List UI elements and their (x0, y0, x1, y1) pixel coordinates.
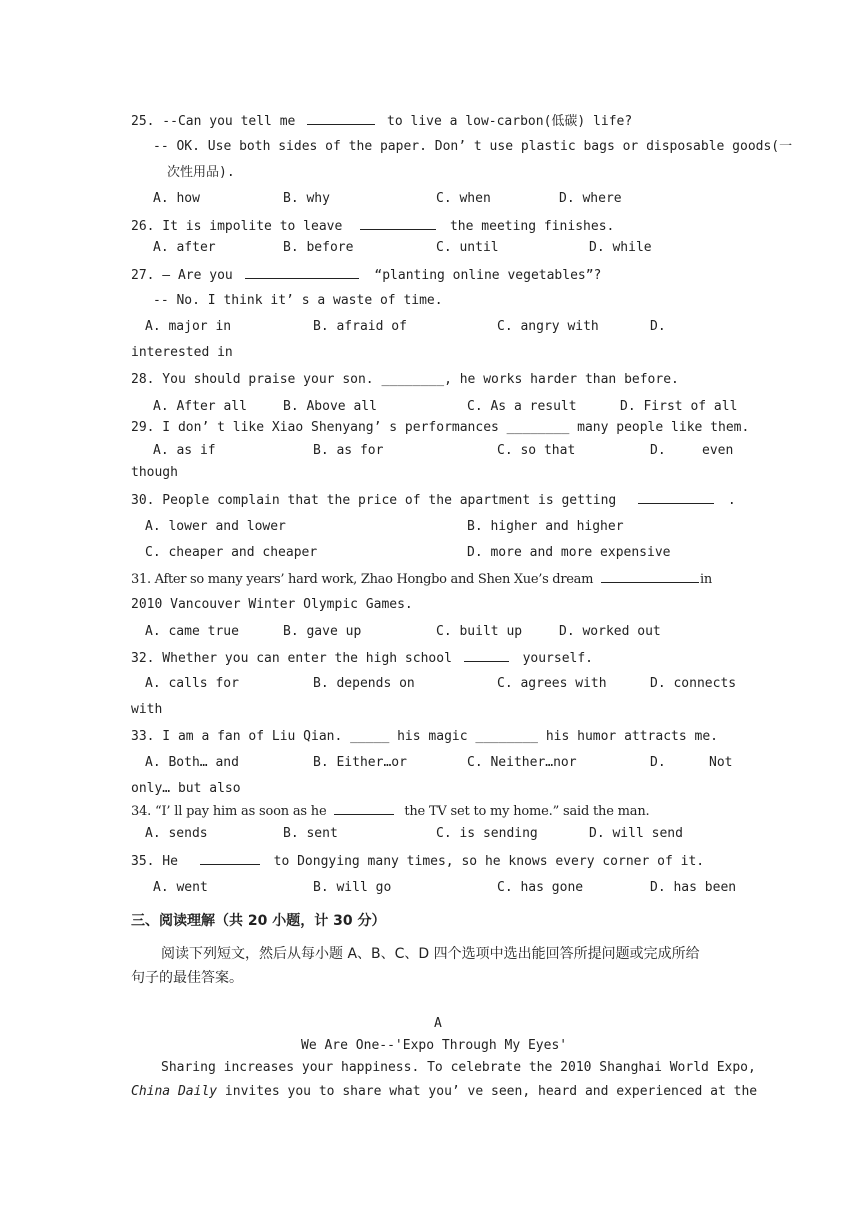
question-32-stem (131, 649, 593, 668)
option-b[interactable]: B. afraid of (313, 319, 407, 334)
option-a[interactable]: A. Both… and (145, 755, 239, 770)
option-d[interactable]: D. (650, 319, 666, 334)
passage-line-1: Sharing increases your happiness. To celebrate the 2010 Shanghai World Expo, (161, 1060, 756, 1075)
option-d-text[interactable]: Not (709, 755, 733, 770)
option-d[interactable]: D. while (589, 240, 652, 255)
option-d-text[interactable]: even (702, 443, 734, 458)
option-c[interactable]: C. when (436, 191, 491, 206)
option-b[interactable]: B. sent (283, 826, 338, 841)
option-d[interactable]: D. more and more expensive (467, 545, 671, 560)
q25-answer-line-1: -- OK. Use both sides of the paper. Don’ t use plastic bags or disposable goods(一 (153, 139, 793, 154)
section-heading: 三、阅读理解（共 20 小题，计 30 分） (131, 913, 386, 929)
question-25-stem (131, 112, 632, 131)
q25-post: to live a low-carbon(低碳) life? (387, 114, 633, 129)
q30-pre: 30. People complain that the price of the apartment is getting (131, 493, 617, 508)
option-a[interactable]: A. calls for (145, 676, 239, 691)
option-a[interactable]: A. lower and lower (145, 519, 286, 534)
q27-pre: 27. – Are you (131, 268, 233, 283)
option-c[interactable]: C. so that (497, 443, 576, 458)
question-27-stem (131, 266, 601, 285)
option-c[interactable]: C. agrees with (497, 676, 607, 691)
question-34-stem (131, 802, 649, 821)
option-b[interactable]: B. gave up (283, 624, 362, 639)
option-b[interactable]: B. Either…or (313, 755, 407, 770)
answer-blank[interactable] (638, 491, 714, 504)
question-29-stem: 29. I don’ t like Xiao Shenyang’ s performances ________ many people like them. (131, 420, 750, 435)
option-a[interactable]: A. as if (153, 443, 216, 458)
option-a[interactable]: A. after (153, 240, 216, 255)
q32-pre: 32. Whether you can enter the high school (131, 651, 452, 666)
question-26-stem (131, 217, 614, 236)
q26-post: the meeting finishes. (449, 219, 615, 234)
option-b[interactable]: B. higher and higher (467, 519, 624, 534)
option-b[interactable]: B. will go (313, 880, 392, 895)
answer-blank[interactable] (307, 112, 375, 125)
q34-pre: 34. “I’ ll pay him as soon as he (131, 804, 327, 819)
passage-line-2-rest: invites you to share what you’ ve seen, heard and experienced at the (217, 1084, 758, 1099)
option-b[interactable]: B. depends on (313, 676, 415, 691)
option-b[interactable]: B. before (283, 240, 354, 255)
passage-letter: A (434, 1016, 442, 1031)
answer-blank[interactable] (360, 217, 436, 230)
question-33-stem: 33. I am a fan of Liu Qian. _____ his magic ________ his humor attracts me. (131, 729, 718, 744)
option-a[interactable]: A. how (153, 191, 200, 206)
q31-post: in (699, 572, 712, 587)
option-d-wrap[interactable]: only… but also (131, 781, 241, 796)
question-35-stem (131, 852, 704, 871)
q26-pre: 26. It is impolite to leave (131, 219, 343, 234)
answer-blank[interactable] (245, 266, 359, 279)
option-d[interactable]: D. will send (589, 826, 683, 841)
answer-blank[interactable] (200, 852, 260, 865)
option-a[interactable]: A. went (153, 880, 208, 895)
q30-post: . (727, 493, 736, 508)
option-d[interactable]: D. has been (650, 880, 737, 895)
question-30-stem (131, 491, 736, 510)
q35-post: to Dongying many times, so he knows every corner of it. (273, 854, 705, 869)
q35-pre: 35. He (131, 854, 178, 869)
option-c[interactable]: C. built up (436, 624, 523, 639)
q31-line-2: 2010 Vancouver Winter Olympic Games. (131, 597, 413, 612)
option-a[interactable]: A. came true (145, 624, 239, 639)
option-b[interactable]: B. as for (313, 443, 384, 458)
answer-blank[interactable] (601, 570, 699, 583)
q25-pre: 25. --Can you tell me (131, 114, 296, 129)
question-28-stem: 28. You should praise your son. ________, he works harder than before. (131, 372, 679, 387)
answer-blank[interactable] (334, 802, 394, 815)
q31-pre: 31. After so many years’ hard work, Zhao Hongbo and Shen Xue’s dream (131, 572, 594, 587)
q34-post: the TV set to my home.” said the man. (404, 804, 650, 819)
section-instruction-2: 句子的最佳答案。 (131, 970, 243, 986)
option-a[interactable]: A. After all (153, 399, 247, 414)
option-c[interactable]: C. until (436, 240, 499, 255)
option-a[interactable]: A. major in (145, 319, 232, 334)
option-d[interactable]: D. where (559, 191, 622, 206)
option-d[interactable]: D. connects (650, 676, 737, 691)
option-d-wrap[interactable]: with (131, 702, 163, 717)
section-instruction-1: 阅读下列短文，然后从每小题 A、B、C、D 四个选项中选出能回答所提问题或完成所给 (161, 946, 700, 962)
option-c[interactable]: C. Neither…nor (467, 755, 577, 770)
passage-title: We Are One--'Expo Through My Eyes' (301, 1038, 568, 1053)
option-b[interactable]: B. Above all (283, 399, 377, 414)
option-c[interactable]: C. cheaper and cheaper (145, 545, 318, 560)
option-d[interactable]: D. (650, 443, 666, 458)
option-d-wrap[interactable]: though (131, 465, 178, 480)
option-d-wrap[interactable]: interested in (131, 345, 233, 360)
answer-blank[interactable] (464, 649, 509, 662)
option-a[interactable]: A. sends (145, 826, 208, 841)
option-d[interactable]: D. First of all (620, 399, 738, 414)
option-c[interactable]: C. has gone (497, 880, 584, 895)
option-c[interactable]: C. As a result (467, 399, 577, 414)
option-b[interactable]: B. why (283, 191, 330, 206)
option-c[interactable]: C. is sending (436, 826, 538, 841)
passage-line-2 (131, 1083, 757, 1101)
newspaper-name: China Daily (131, 1084, 218, 1099)
option-c[interactable]: C. angry with (497, 319, 599, 334)
question-31-stem (131, 570, 712, 589)
option-d[interactable]: D. (650, 755, 666, 770)
option-d[interactable]: D. worked out (559, 624, 661, 639)
q27-answer-line: -- No. I think it’ s a waste of time. (153, 293, 443, 308)
q25-answer-line-2: 次性用品). (167, 165, 235, 180)
q27-post: “planting online vegetables”? (374, 268, 602, 283)
q32-post: yourself. (522, 651, 594, 666)
